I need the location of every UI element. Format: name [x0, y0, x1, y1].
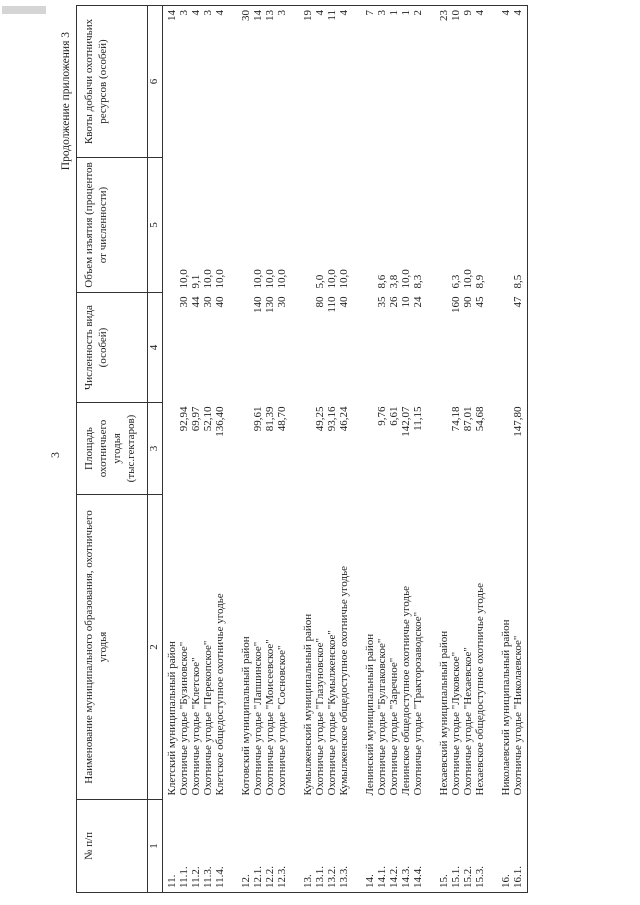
row-harvest-volume [497, 158, 513, 293]
row-quota: 23 [435, 6, 451, 158]
row-population: 10 [400, 296, 413, 308]
row-number: 15.3. [475, 800, 487, 893]
group-spacer [227, 6, 237, 893]
row-population: 30 [202, 296, 215, 308]
spacer-cell [289, 800, 299, 893]
table-row [435, 6, 451, 893]
row-number: 11.2. [191, 800, 203, 893]
spacer-cell [227, 6, 237, 158]
table-row [237, 6, 253, 893]
row-number: 14.2. [389, 800, 401, 893]
row-population: 26 [388, 296, 401, 308]
column-number: 2 [148, 495, 163, 800]
row-harvest-volume [361, 158, 377, 293]
row-area: 74,18 [450, 406, 463, 432]
spacer-cell [351, 800, 361, 893]
column-number: 4 [148, 293, 163, 403]
row-area: 9,76 [376, 406, 389, 426]
column-number-row [148, 6, 163, 893]
row-population [237, 293, 253, 403]
row-harvest-volume: 10,0 [214, 269, 227, 289]
row-population [299, 293, 315, 403]
row-name: Охотничье угодье "Кумылженское" [326, 630, 339, 796]
group-spacer [289, 6, 299, 893]
column-number: 1 [148, 800, 163, 893]
row-number: 12.1. [253, 800, 265, 893]
header-population: Численность вида (особей) [77, 293, 148, 403]
row-number: 11. [163, 800, 180, 893]
row-quota: 14 [253, 6, 265, 158]
spacer-cell [351, 403, 361, 495]
row-harvest-volume [237, 158, 253, 293]
row-name: Клетское общедоступное охотничье угодье [214, 593, 227, 796]
row-number: 15. [435, 800, 451, 893]
row-population: 40 [338, 296, 351, 308]
row-area [435, 403, 451, 495]
header-quota: Квоты добычи охотничьих ресурсов (особей) [77, 6, 148, 158]
row-population: 130 [264, 296, 277, 313]
hunting-quota-table [76, 5, 528, 893]
row-quota: 1 [389, 6, 401, 158]
row-area [497, 403, 513, 495]
table-row [513, 6, 528, 893]
spacer-cell [425, 6, 435, 158]
spacer-cell [487, 403, 497, 495]
row-name: Охотничье угодье "Лапшинское" [252, 641, 265, 796]
row-area [299, 403, 315, 495]
row-quota: 4 [215, 6, 227, 158]
spacer-cell [289, 403, 299, 495]
row-number: 14. [361, 800, 377, 893]
spacer-cell [425, 293, 435, 403]
row-harvest-volume: 10,0 [326, 269, 339, 289]
row-area: 142,07 [400, 406, 413, 437]
row-number: 14.4. [413, 800, 425, 893]
row-population [435, 293, 451, 403]
row-name: Нехаевское общедоступное охотничье угодье [474, 583, 487, 796]
row-harvest-volume: 10,0 [202, 269, 215, 289]
column-number: 3 [148, 403, 163, 495]
row-harvest-volume: 3,8 [388, 274, 401, 289]
row-population: 80 [314, 296, 327, 308]
row-name: Охотничье угодье "Глазуновское" [314, 637, 327, 796]
row-quota: 11 [327, 6, 339, 158]
row-population: 47 [513, 293, 528, 403]
spacer-cell [487, 293, 497, 403]
row-area [163, 403, 180, 495]
row-name: Клетский муниципальный район [166, 641, 179, 796]
row-quota: 1 [401, 6, 413, 158]
row-quota: 9 [463, 6, 475, 158]
row-area: 92,94 [178, 406, 191, 432]
scan-margin-mark [2, 6, 46, 14]
row-population [361, 293, 377, 403]
row-area [361, 403, 377, 495]
table-row [475, 6, 487, 893]
row-name: Охотничье угодье "Тракторозаводское" [412, 611, 425, 796]
row-harvest-volume [299, 158, 315, 293]
row-area: 11,15 [412, 406, 425, 431]
spacer-cell [351, 495, 361, 800]
row-number: 13.2. [327, 800, 339, 893]
row-harvest-volume [163, 158, 180, 293]
group-spacer [425, 6, 435, 893]
row-population: 90 [462, 296, 475, 308]
row-area: 69,97 [190, 406, 203, 432]
row-harvest-volume: 8,6 [376, 274, 389, 289]
table-row [163, 6, 180, 893]
row-harvest-volume: 5,0 [314, 274, 327, 289]
row-name: Кумылженский муниципальный район [302, 613, 315, 796]
row-number: 15.1. [451, 800, 463, 893]
row-quota: 3 [203, 6, 215, 158]
spacer-cell [289, 6, 299, 158]
continuation-note: Продолжение приложения 3 [60, 32, 72, 171]
row-area [237, 403, 253, 495]
row-name: Кумылженское общедоступное охотничье угодье [338, 566, 351, 796]
row-population: 110 [326, 296, 339, 313]
row-quota: 4 [513, 6, 528, 158]
table-row [277, 6, 289, 893]
row-harvest-volume: 6,3 [450, 274, 463, 289]
row-quota: 3 [277, 6, 289, 158]
row-name: Ленинский муниципальный район [364, 633, 377, 796]
row-quota: 4 [315, 6, 327, 158]
row-quota: 10 [451, 6, 463, 158]
row-population [163, 293, 180, 403]
row-quota: 4 [497, 6, 513, 158]
row-quota: 2 [413, 6, 425, 158]
row-name: Котовский муниципальный район [240, 636, 253, 796]
row-harvest-volume: 10,0 [252, 269, 265, 289]
row-name: Охотничье угодье "Булгаковское" [376, 638, 389, 796]
row-quota: 13 [265, 6, 277, 158]
row-population: 160 [450, 296, 463, 313]
group-spacer [487, 6, 497, 893]
row-harvest-volume: 8,5 [513, 158, 528, 293]
spacer-cell [227, 293, 237, 403]
row-area: 52,10 [202, 406, 215, 432]
spacer-cell [227, 800, 237, 893]
row-number: 13. [299, 800, 315, 893]
row-number: 12.2. [265, 800, 277, 893]
row-name: Охотничье угодье "Клетское" [190, 657, 203, 796]
column-number: 6 [148, 6, 163, 158]
spacer-cell [487, 6, 497, 158]
row-quota: 30 [237, 6, 253, 158]
spacer-cell [351, 6, 361, 158]
row-area: 49,25 [314, 406, 327, 432]
column-number: 5 [148, 158, 163, 293]
table-header-row [77, 6, 148, 893]
row-number: 12.3. [277, 800, 289, 893]
spacer-cell [227, 495, 237, 800]
row-number: 16.1. [513, 800, 528, 893]
row-name: Николаевский муниципальный район [500, 619, 513, 796]
row-name: Охотничье угодье "Николаевское" [513, 495, 528, 800]
spacer-cell [289, 158, 299, 293]
row-harvest-volume: 9,1 [190, 274, 203, 289]
spacer-cell [289, 293, 299, 403]
table-row [497, 6, 513, 893]
spacer-cell [487, 495, 497, 800]
row-number: 16. [497, 800, 513, 893]
header-area: Площадь охотничьего угодья (тыс.гектаров) [77, 403, 148, 495]
page-number: 3 [48, 452, 62, 458]
row-area: 81,39 [264, 406, 277, 432]
spacer-cell [351, 293, 361, 403]
row-quota: 3 [179, 6, 191, 158]
row-harvest-volume: 10,0 [264, 269, 277, 289]
spacer-cell [487, 158, 497, 293]
row-name: Охотничье угодье "Перекопское" [202, 640, 215, 796]
row-population: 30 [276, 296, 289, 308]
spacer-cell [227, 403, 237, 495]
row-quota: 7 [361, 6, 377, 158]
header-number: № п/п [77, 800, 148, 893]
table-row [215, 6, 227, 893]
row-harvest-volume: 10,0 [462, 269, 475, 289]
row-name: Нехаевский муниципальный район [438, 630, 451, 796]
row-number: 11.1. [179, 800, 191, 893]
row-harvest-volume: 10,0 [276, 269, 289, 289]
spacer-cell [425, 495, 435, 800]
row-population: 30 [178, 296, 191, 308]
header-name: Наименование муниципального образования, охотничьего угодья [77, 495, 148, 800]
row-area: 54,68 [474, 406, 487, 432]
row-area: 136,40 [214, 406, 227, 437]
row-name: Охотничье угодье "Сосновское" [276, 645, 289, 796]
row-number: 13.3. [339, 800, 351, 893]
row-area: 93,16 [326, 406, 339, 432]
row-number: 11.3. [203, 800, 215, 893]
row-area: 6,61 [388, 406, 401, 426]
row-number: 14.1. [377, 800, 389, 893]
row-number: 15.2. [463, 800, 475, 893]
row-number: 12. [237, 800, 253, 893]
row-population: 24 [412, 296, 425, 308]
spacer-cell [425, 158, 435, 293]
row-harvest-volume [435, 158, 451, 293]
row-name: Ленинское общедоступное охотничье угодье [400, 586, 413, 796]
row-harvest-volume: 10,0 [338, 269, 351, 289]
row-population: 35 [376, 296, 389, 308]
spacer-cell [227, 158, 237, 293]
header-harvest-volume: Объем изъятия (процентов от численности) [77, 158, 148, 293]
row-name: Охотничье угодье "Бузиновское" [178, 641, 191, 796]
row-population: 45 [474, 296, 487, 308]
row-name: Охотничье угодье "Луковское" [450, 651, 463, 796]
row-population [497, 293, 513, 403]
row-name: Охотничье угодье "Нехаевское" [462, 647, 475, 796]
row-harvest-volume: 8,9 [474, 274, 487, 289]
row-number: 14.3. [401, 800, 413, 893]
row-number: 13.1. [315, 800, 327, 893]
table-body [163, 6, 528, 893]
row-quota: 19 [299, 6, 315, 158]
row-area: 46,24 [338, 406, 351, 432]
row-area: 87,01 [462, 406, 475, 432]
row-number: 11.4. [215, 800, 227, 893]
row-harvest-volume: 8,3 [412, 274, 425, 289]
table-row [413, 6, 425, 893]
spacer-cell [289, 495, 299, 800]
row-quota: 4 [339, 6, 351, 158]
group-spacer [351, 6, 361, 893]
row-population: 40 [214, 296, 227, 308]
row-quota: 3 [377, 6, 389, 158]
row-quota: 4 [475, 6, 487, 158]
spacer-cell [425, 403, 435, 495]
row-name: Охотничье угодье "Заречное" [388, 657, 401, 796]
row-area: 147,80 [513, 403, 528, 495]
table-row [339, 6, 351, 893]
row-quota: 14 [163, 6, 180, 158]
row-harvest-volume: 10,0 [178, 269, 191, 289]
spacer-cell [487, 800, 497, 893]
row-population: 140 [252, 296, 265, 313]
table-row [361, 6, 377, 893]
row-harvest-volume: 10,0 [400, 269, 413, 289]
row-area: 99,61 [252, 406, 265, 432]
row-quota: 4 [191, 6, 203, 158]
row-population: 44 [190, 296, 203, 308]
row-name: Охотничье угодье "Моисеевское" [264, 639, 277, 796]
table-row [299, 6, 315, 893]
spacer-cell [425, 800, 435, 893]
spacer-cell [351, 158, 361, 293]
row-area: 48,70 [276, 406, 289, 432]
